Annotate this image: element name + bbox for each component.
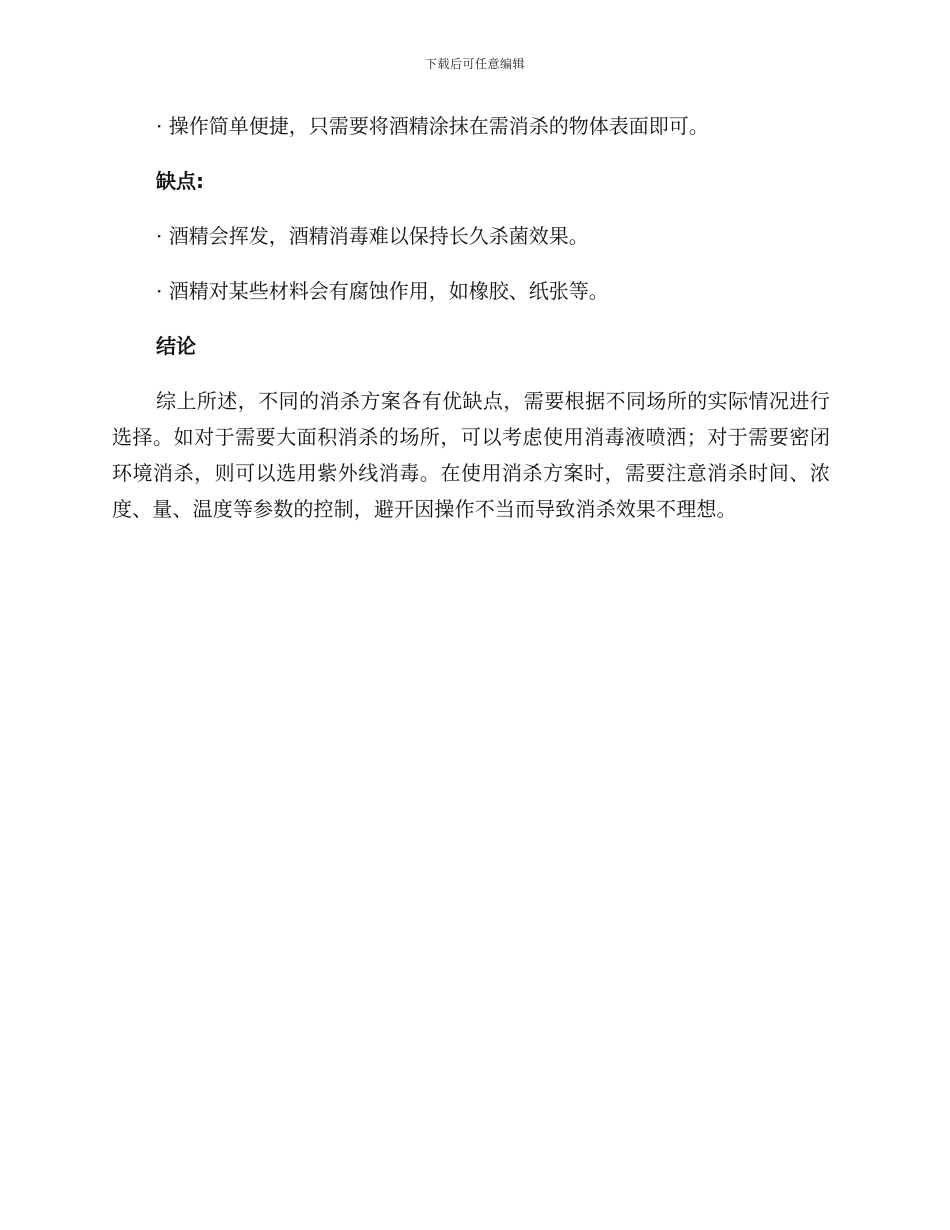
conclusion-heading: 结论 (156, 334, 196, 358)
header-note: 下载后可任意编辑 (424, 57, 525, 71)
document-body (112, 108, 830, 527)
conclusion-paragraph: 综上所述，不同的消杀方案各有优缺点，需要根据不同场所的实际情况进行选择。如对于需要大面积消杀的场所，可以考虑使用消毒液喷洒；对于需要密闭环境消杀，则可以选用紫外线消毒。在使用消杀方案时，需要注意消杀时间、浓度、量、温度等参数的控制，避开因操作不当而导致消杀效果不理想。 (112, 389, 830, 521)
bullet-evaporation: · 酒精会挥发，酒精消毒难以保持长久杀菌效果。 (156, 224, 589, 248)
bullet-corrosion: · 酒精对某些材料会有腐蚀作用，如橡胶、纸张等。 (156, 279, 609, 303)
cons-heading: 缺点: (156, 169, 204, 193)
bullet-easy-operation: · 操作简单便捷，只需要将酒精涂抹在需消杀的物体表面即可。 (156, 114, 709, 138)
